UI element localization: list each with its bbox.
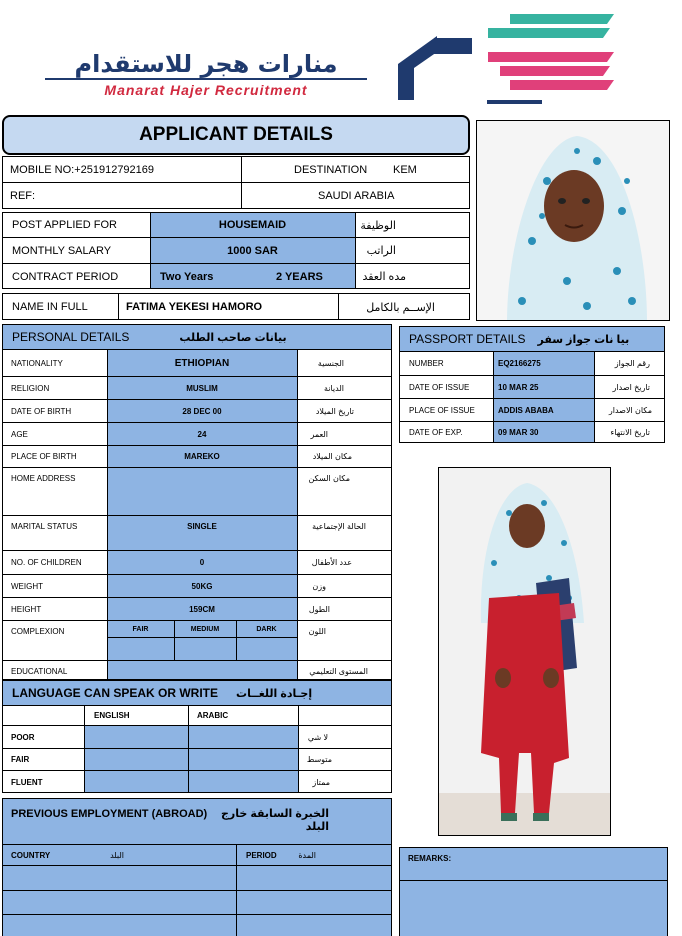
name-value: FATIMA YEKESI HAMORO — [126, 301, 263, 313]
expiry-date-label: DATE OF EXP. — [409, 428, 463, 437]
home-address-value — [107, 470, 297, 486]
language-title: LANGUAGE CAN SPEAK OR WRITE — [12, 686, 219, 700]
language-col-english: ENGLISH — [94, 711, 130, 720]
language-poor-label-ar: لا شي — [307, 732, 328, 742]
employment-period-label-ar: المدة — [298, 850, 316, 860]
place-of-birth-label-ar: مكان الميلاد — [312, 452, 352, 461]
mobile-field — [10, 157, 154, 182]
religion-label-ar: الديانة — [323, 383, 344, 393]
employment-title: PREVIOUS EMPLOYMENT (ABROAD) — [11, 808, 208, 820]
complexion-option-medium: MEDIUM — [190, 625, 220, 633]
language-fair-label-ar: متوسط — [306, 755, 332, 764]
contract-label: CONTRACT PERIOD — [12, 270, 119, 283]
height-label: HEIGHT — [11, 604, 42, 614]
issue-date-label-ar: تاريخ اصدار — [612, 382, 650, 392]
weight-label: WEIGHT — [11, 581, 43, 591]
marital-status-value: SINGLE — [187, 521, 217, 531]
applicant-portrait-photo — [476, 120, 670, 321]
destination-country: SAUDI ARABIA — [318, 189, 395, 202]
weight-value: 50KG — [191, 581, 213, 591]
passport-number-value: EQ2166275 — [498, 359, 541, 368]
ref-label: REF: — [10, 189, 36, 202]
children-label-ar: عدد الأطفال — [311, 558, 352, 567]
age-label: AGE — [11, 429, 28, 439]
employment-period-label: PERIOD — [246, 850, 277, 860]
issue-place-label-ar: مكان الاصدار — [608, 405, 652, 415]
destination-code: KEM — [393, 163, 417, 176]
logo-arabic-text: منارات هجر للاستقدام — [74, 50, 338, 78]
complexion-option-fair: FAIR — [132, 625, 149, 633]
logo-house-icon — [392, 12, 617, 104]
dob-value: 28 DEC 00 — [182, 406, 222, 416]
remarks-box — [399, 847, 668, 936]
post-label: POST APPLIED FOR — [12, 219, 117, 231]
nationality-label-ar: الجنسية — [317, 358, 344, 368]
personal-details-title: PERSONAL DETAILS — [12, 330, 130, 344]
employment-country-label: COUNTRY — [11, 850, 51, 860]
children-value: 0 — [199, 558, 205, 567]
remarks-label: REMARKS: — [408, 854, 452, 863]
language-poor-label: POOR — [11, 732, 35, 742]
home-address-label-ar: مكان السكن — [308, 473, 350, 483]
mobile-value: +251912792169 — [74, 163, 155, 176]
logo-english-text: Manarat Hajer Recruitment — [104, 82, 308, 98]
salary-label: MONTHLY SALARY — [12, 244, 112, 257]
marital-status-label-ar: الحالة الإجتماعية — [312, 521, 366, 531]
expiry-date-value: 09 MAR 30 — [498, 428, 539, 437]
personal-details-header — [2, 324, 392, 350]
passport-number-label: NUMBER — [409, 359, 444, 368]
contract-label-ar: مده العقد — [362, 271, 406, 283]
complexion-label: COMPLEXION — [11, 626, 65, 636]
dob-label-ar: تاريخ الميلاد — [315, 406, 354, 416]
page-title: APPLICANT DETAILS — [2, 115, 470, 155]
height-value: 159CM — [189, 604, 215, 614]
issue-date-label: DATE OF ISSUE — [409, 382, 470, 392]
salary-value: 1000 SAR — [227, 244, 278, 257]
language-fair-label: FAIR — [11, 755, 30, 764]
issue-date-value: 10 MAR 25 — [498, 382, 539, 392]
complexion-option-dark: DARK — [256, 625, 277, 633]
religion-value: MUSLIM — [186, 383, 218, 393]
nationality-label: NATIONALITY — [11, 358, 63, 368]
passport-details-title: PASSPORT DETAILS — [409, 332, 526, 346]
post-value: HOUSEMAID — [218, 219, 287, 231]
education-label: EDUCATIONAL — [11, 666, 68, 676]
destination-label: DESTINATION — [294, 163, 368, 176]
name-label: NAME IN FULL — [12, 301, 88, 313]
complexion-label-ar: اللون — [308, 626, 326, 636]
home-address-label: HOME ADDRESS — [11, 473, 76, 483]
passport-details-title-ar: بيا نات جواز سفر — [537, 333, 630, 346]
expiry-date-label-ar: تاريخ الانتهاء — [610, 428, 650, 437]
contract-value-text: Two Years — [160, 270, 214, 283]
applicant-full-body-photo — [438, 467, 611, 836]
issue-place-value: ADDIS ABABA — [498, 405, 554, 415]
employment-title-ar: الخبرة السابقة خارج البلد — [220, 808, 329, 833]
height-label-ar: الطول — [308, 604, 330, 614]
passport-number-label-ar: رقم الجواز — [614, 359, 650, 368]
contract-value-years: 2 YEARS — [276, 270, 323, 283]
language-fluent-label-ar: ممتاز — [312, 777, 330, 787]
language-col-arabic: ARABIC — [197, 711, 229, 720]
salary-label-ar: الراتب — [366, 245, 396, 257]
dob-label: DATE OF BIRTH — [11, 406, 72, 416]
religion-label: RELIGION — [11, 383, 50, 393]
education-label-ar: المستوى التعليمي — [309, 666, 368, 676]
children-label: NO. OF CHILDREN — [11, 558, 82, 567]
passport-details-header — [399, 326, 665, 352]
mobile-label: MOBILE NO: — [10, 163, 75, 176]
name-label-ar: الإســم بالكامل — [366, 301, 435, 314]
personal-details-title-ar: بيانات صاحب الطلب — [179, 331, 287, 344]
language-header — [2, 680, 392, 706]
employment-header — [2, 798, 392, 845]
employment-country-label-ar: البلد — [110, 850, 124, 860]
language-fluent-label: FLUENT — [11, 777, 43, 787]
nationality-value: ETHIOPIAN — [174, 357, 230, 369]
issue-place-label: PLACE OF ISSUE — [409, 405, 475, 415]
age-value: 24 — [197, 429, 207, 439]
place-of-birth-label: PLACE OF BIRTH — [11, 452, 77, 461]
language-title-ar: إجـادة اللغــات — [236, 687, 313, 700]
marital-status-label: MARITAL STATUS — [11, 521, 78, 531]
weight-label-ar: وزن — [312, 581, 326, 591]
logo-underline — [45, 78, 367, 80]
age-label-ar: العمر — [310, 429, 328, 439]
place-of-birth-value: MAREKO — [184, 452, 220, 461]
post-label-ar: الوظيفة — [360, 219, 396, 232]
